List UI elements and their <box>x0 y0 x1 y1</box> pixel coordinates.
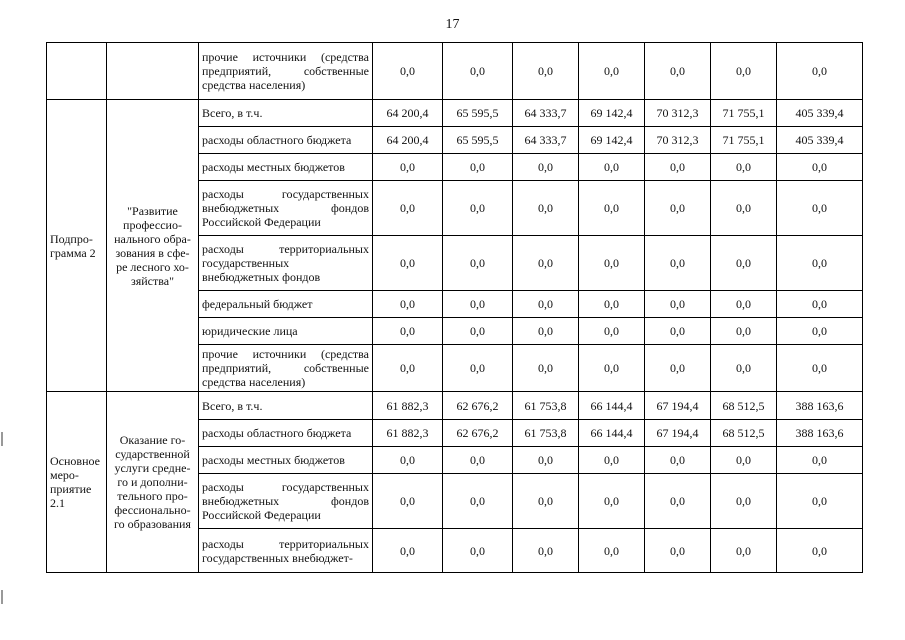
year-value-cell: 61 882,3 <box>373 420 443 447</box>
funding-source-cell: федеральный бюджет <box>199 291 373 318</box>
year-value-cell: 0,0 <box>579 345 645 392</box>
year-value-cell: 61 753,8 <box>513 392 579 420</box>
year-value-cell: 0,0 <box>645 447 711 474</box>
program-cell: Подпро-грамма 2 <box>47 100 107 392</box>
year-value-cell: 70 312,3 <box>645 100 711 127</box>
funding-source-cell: расходы областного бюджета <box>199 127 373 154</box>
year-value-cell: 0,0 <box>513 474 579 529</box>
funding-source-cell: Всего, в т.ч. <box>199 100 373 127</box>
year-value-cell: 0,0 <box>373 43 443 100</box>
year-value-cell: 0,0 <box>513 529 579 573</box>
funding-source-cell: юридические лица <box>199 318 373 345</box>
total-value-cell: 0,0 <box>777 291 863 318</box>
year-value-cell: 71 755,1 <box>711 100 777 127</box>
page-number: 17 <box>445 17 460 32</box>
year-value-cell: 0,0 <box>373 345 443 392</box>
funding-source-cell: расходы местных бюджетов <box>199 447 373 474</box>
total-value-cell: 388 163,6 <box>777 420 863 447</box>
year-value-cell: 0,0 <box>373 474 443 529</box>
total-value-cell: 0,0 <box>777 43 863 100</box>
year-value-cell: 0,0 <box>579 181 645 236</box>
year-value-cell: 0,0 <box>513 318 579 345</box>
year-value-cell: 71 755,1 <box>711 127 777 154</box>
year-value-cell: 0,0 <box>711 43 777 100</box>
year-value-cell: 61 882,3 <box>373 392 443 420</box>
funding-source-cell: Всего, в т.ч. <box>199 392 373 420</box>
table-body <box>47 43 863 573</box>
total-value-cell: 0,0 <box>777 154 863 181</box>
year-value-cell: 67 194,4 <box>645 392 711 420</box>
year-value-cell: 68 512,5 <box>711 420 777 447</box>
year-value-cell: 64 200,4 <box>373 127 443 154</box>
funding-source-cell: расходы территориальных государственных внебюджет- <box>199 529 373 573</box>
year-value-cell: 0,0 <box>711 318 777 345</box>
year-value-cell: 0,0 <box>645 154 711 181</box>
total-value-cell: 405 339,4 <box>777 100 863 127</box>
year-value-cell: 0,0 <box>443 236 513 291</box>
year-value-cell: 62 676,2 <box>443 420 513 447</box>
year-value-cell: 0,0 <box>443 181 513 236</box>
year-value-cell: 0,0 <box>443 291 513 318</box>
year-value-cell: 0,0 <box>711 291 777 318</box>
year-value-cell: 67 194,4 <box>645 420 711 447</box>
year-value-cell: 0,0 <box>711 447 777 474</box>
year-value-cell: 66 144,4 <box>579 392 645 420</box>
year-value-cell: 66 144,4 <box>579 420 645 447</box>
scan-edge-mark <box>1 432 3 446</box>
total-value-cell: 0,0 <box>777 181 863 236</box>
scan-edge-mark <box>1 590 3 604</box>
year-value-cell: 0,0 <box>711 345 777 392</box>
total-value-cell: 405 339,4 <box>777 127 863 154</box>
year-value-cell: 0,0 <box>513 236 579 291</box>
year-value-cell: 0,0 <box>513 345 579 392</box>
year-value-cell: 0,0 <box>443 318 513 345</box>
year-value-cell: 0,0 <box>443 529 513 573</box>
year-value-cell: 0,0 <box>579 318 645 345</box>
year-value-cell: 64 333,7 <box>513 127 579 154</box>
year-value-cell: 0,0 <box>373 291 443 318</box>
year-value-cell: 0,0 <box>711 154 777 181</box>
year-value-cell: 65 595,5 <box>443 127 513 154</box>
funding-source-cell: расходы областного бюджета <box>199 420 373 447</box>
table-row <box>47 100 863 127</box>
year-value-cell: 0,0 <box>579 529 645 573</box>
year-value-cell: 0,0 <box>645 529 711 573</box>
funding-source-cell: прочие источники (средства предприятий, собственные средства населения) <box>199 43 373 100</box>
program-name-cell <box>107 43 199 100</box>
year-value-cell: 0,0 <box>373 154 443 181</box>
year-value-cell: 62 676,2 <box>443 392 513 420</box>
year-value-cell: 0,0 <box>513 181 579 236</box>
year-value-cell: 0,0 <box>711 236 777 291</box>
total-value-cell: 0,0 <box>777 345 863 392</box>
year-value-cell: 0,0 <box>645 318 711 345</box>
year-value-cell: 0,0 <box>711 529 777 573</box>
year-value-cell: 0,0 <box>645 291 711 318</box>
total-value-cell: 0,0 <box>777 318 863 345</box>
total-value-cell: 388 163,6 <box>777 392 863 420</box>
funding-source-cell: расходы государственных внебюджетных фондов Российской Федерации <box>199 181 373 236</box>
year-value-cell: 64 200,4 <box>373 100 443 127</box>
year-value-cell: 0,0 <box>711 181 777 236</box>
year-value-cell: 69 142,4 <box>579 127 645 154</box>
year-value-cell: 0,0 <box>373 318 443 345</box>
year-value-cell: 0,0 <box>513 291 579 318</box>
funding-source-cell: расходы местных бюджетов <box>199 154 373 181</box>
year-value-cell: 64 333,7 <box>513 100 579 127</box>
year-value-cell: 0,0 <box>645 474 711 529</box>
year-value-cell: 65 595,5 <box>443 100 513 127</box>
year-value-cell: 0,0 <box>579 236 645 291</box>
year-value-cell: 0,0 <box>443 43 513 100</box>
year-value-cell: 0,0 <box>645 345 711 392</box>
year-value-cell: 0,0 <box>373 181 443 236</box>
table-row <box>47 43 863 100</box>
funding-source-cell: прочие источники (средства предприятий, собственные средства населения) <box>199 345 373 392</box>
year-value-cell: 0,0 <box>373 529 443 573</box>
year-value-cell: 0,0 <box>373 447 443 474</box>
year-value-cell: 0,0 <box>513 43 579 100</box>
year-value-cell: 0,0 <box>579 474 645 529</box>
year-value-cell: 0,0 <box>711 474 777 529</box>
year-value-cell: 69 142,4 <box>579 100 645 127</box>
year-value-cell: 0,0 <box>513 447 579 474</box>
year-value-cell: 0,0 <box>443 447 513 474</box>
year-value-cell: 0,0 <box>579 447 645 474</box>
program-cell: Основное меро-приятие 2.1 <box>47 392 107 573</box>
total-value-cell: 0,0 <box>777 236 863 291</box>
year-value-cell: 0,0 <box>443 345 513 392</box>
total-value-cell: 0,0 <box>777 474 863 529</box>
funding-source-cell: расходы территориальных государственных внебюджетных фондов <box>199 236 373 291</box>
year-value-cell: 0,0 <box>645 236 711 291</box>
budget-table <box>46 42 863 573</box>
program-name-cell: "Развитие профессио-нального обра-зования в сфе-ре лесного хо-зяйства" <box>107 100 199 392</box>
year-value-cell: 0,0 <box>579 43 645 100</box>
total-value-cell: 0,0 <box>777 529 863 573</box>
program-cell <box>47 43 107 100</box>
table-row <box>47 392 863 420</box>
total-value-cell: 0,0 <box>777 447 863 474</box>
program-name-cell: Оказание го-сударственной услуги средне-го и дополни-тельного про-фессионально-го образования <box>107 392 199 573</box>
year-value-cell: 0,0 <box>443 154 513 181</box>
funding-source-cell: расходы государственных внебюджетных фондов Российской Федерации <box>199 474 373 529</box>
year-value-cell: 0,0 <box>645 181 711 236</box>
year-value-cell: 70 312,3 <box>645 127 711 154</box>
year-value-cell: 0,0 <box>645 43 711 100</box>
year-value-cell: 68 512,5 <box>711 392 777 420</box>
year-value-cell: 61 753,8 <box>513 420 579 447</box>
year-value-cell: 0,0 <box>443 474 513 529</box>
year-value-cell: 0,0 <box>579 291 645 318</box>
year-value-cell: 0,0 <box>579 154 645 181</box>
year-value-cell: 0,0 <box>513 154 579 181</box>
year-value-cell: 0,0 <box>373 236 443 291</box>
